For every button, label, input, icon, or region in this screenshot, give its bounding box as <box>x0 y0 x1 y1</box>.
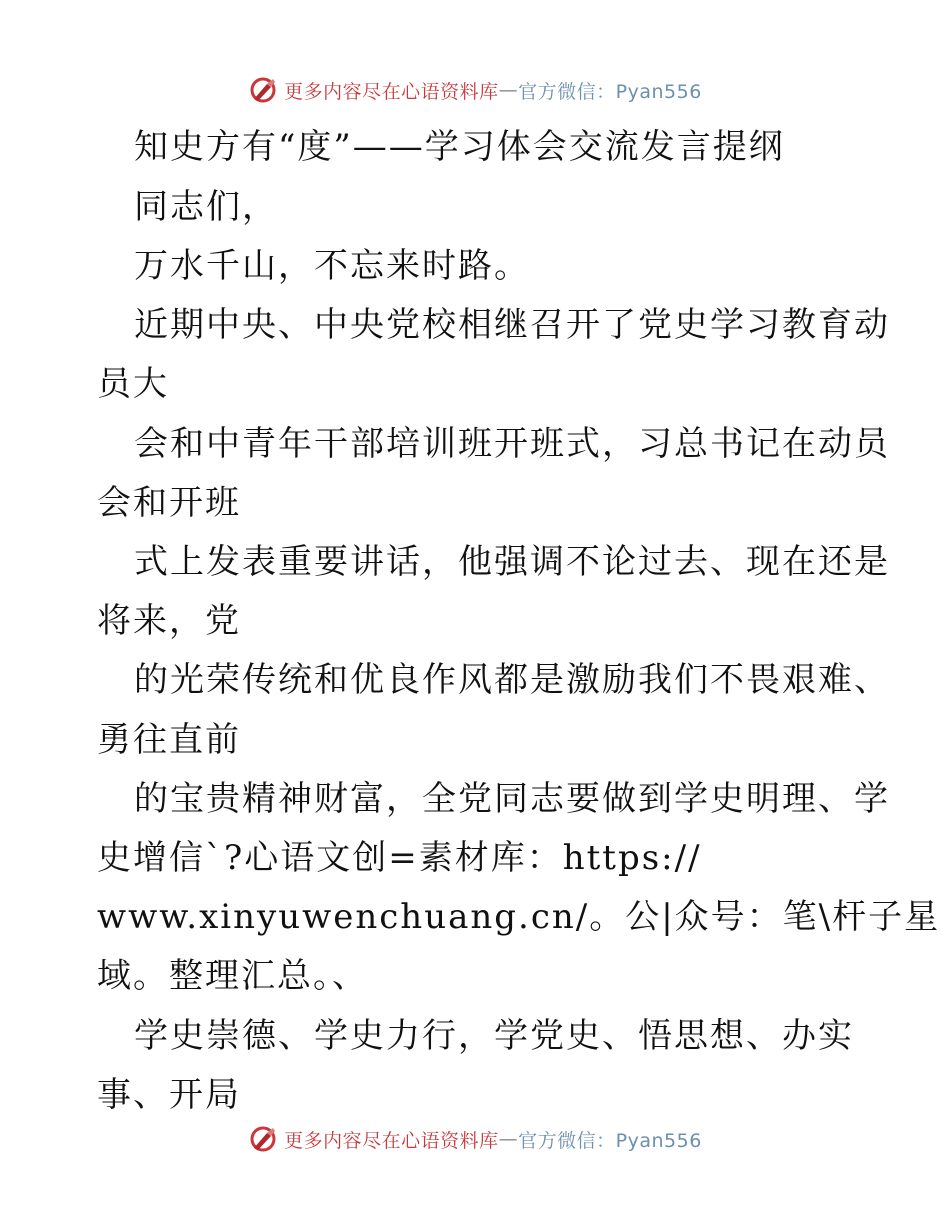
body-line: 的宝贵精神财富，全党同志要做到学史明理、学 <box>134 779 890 819</box>
body-line: 会和开班 <box>97 483 241 523</box>
body-line: 事、开局 <box>97 1075 241 1115</box>
page-footer-watermark <box>0 1119 950 1159</box>
header-site-text: 更多内容尽在心语资料库 <box>284 80 499 103</box>
header-wechat-text: 官方微信：Pyan556 <box>518 80 702 103</box>
body-line: 员大 <box>97 364 169 404</box>
body-line: 域。整理汇总。、 <box>97 956 368 996</box>
body-line: 近期中央、中央党校相继召开了党史学习教育动 <box>134 305 890 345</box>
body-line: 将来，党 <box>97 601 241 641</box>
footer-site-text: 更多内容尽在心语资料库 <box>284 1129 499 1152</box>
body-line: 勇往直前 <box>97 720 241 760</box>
body-line: 的光荣传统和优良作风都是激励我们不畏艰难、 <box>134 660 890 700</box>
body-line: 学史崇德、学史力行，学党史、悟思想、办实 <box>134 1016 854 1056</box>
body-line: 会和中青年干部培训班开班式，习总书记在动员 <box>134 424 890 464</box>
document-title: 知史方有“度”——学习体会交流发言提纲 <box>134 127 785 167</box>
footer-separator: — <box>498 1128 519 1150</box>
body-line: 同志们， <box>134 187 278 227</box>
pen-logo-icon <box>248 1124 278 1154</box>
body-line: 史增信`?心语文创=素材库：https:// <box>97 838 702 878</box>
body-line: 万水千山，不忘来时路。 <box>134 246 530 286</box>
body-line: 式上发表重要讲话，他强调不论过去、现在还是 <box>134 542 890 582</box>
footer-wechat-text: 官方微信：Pyan556 <box>518 1129 702 1152</box>
header-separator: — <box>498 79 519 101</box>
body-line: www.xinyuwenchuang.cn/。公|众号：笔\杆子星 <box>97 897 941 937</box>
